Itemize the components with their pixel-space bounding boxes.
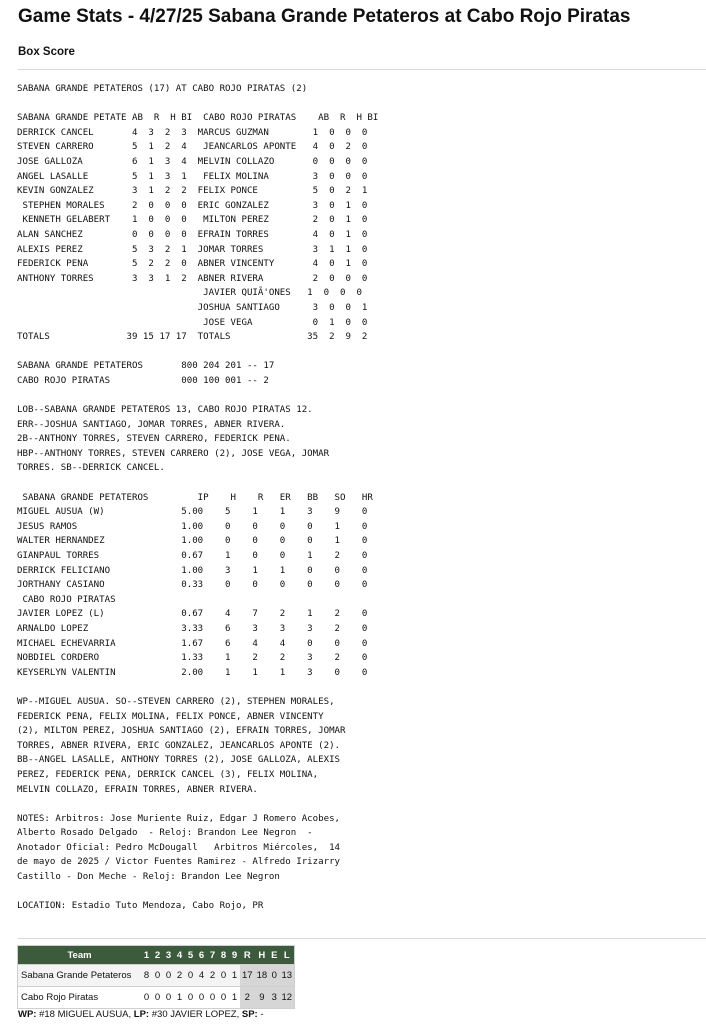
inning-cell: 0 [207,987,218,1009]
page-title: Game Stats - 4/27/25 Sabana Grande Petateros at Cabo Rojo Piratas [18,6,631,27]
lp-value: #30 JAVIER LOPEZ, [151,1009,240,1020]
column-header-6: 6 [196,946,207,965]
team-name-cell: Cabo Rojo Piratas [18,987,142,1009]
total-cell: 3 [269,987,279,1009]
total-cell: 12 [280,987,295,1009]
inning-cell: 1 [174,987,185,1009]
total-cell: 0 [269,965,279,987]
column-header-1: 1 [141,946,152,965]
inning-cell: 0 [152,965,163,987]
line-score-header-row [18,946,295,965]
column-header-3: 3 [163,946,174,965]
column-header-7: 7 [207,946,218,965]
inning-cell: 0 [218,987,229,1009]
inning-cell: 0 [185,965,196,987]
wp-label: WP: [18,1009,37,1020]
team-name-cell: Sabana Grande Petateros [18,965,142,987]
line-score-table [17,945,295,1009]
inning-cell: 0 [163,965,174,987]
divider-top [18,69,706,70]
inning-cell: 4 [196,965,207,987]
inning-cell: 0 [218,965,229,987]
inning-cell: 8 [141,965,152,987]
total-cell: 18 [255,965,270,987]
column-header-h: H [255,946,270,965]
wp-value: #18 MIGUEL AUSUA, [39,1009,132,1020]
total-cell: 13 [280,965,295,987]
inning-cell: 2 [207,965,218,987]
column-header-team: Team [18,946,142,965]
total-cell: 17 [240,965,255,987]
inning-cell: 0 [196,987,207,1009]
sp-label: SP: [241,1009,258,1020]
lp-label: LP: [133,1009,150,1020]
inning-cell: 0 [163,987,174,1009]
pitchers-footer [18,1009,264,1020]
column-header-8: 8 [218,946,229,965]
inning-cell: 0 [185,987,196,1009]
inning-cell: 0 [152,987,163,1009]
divider-bottom [18,938,706,939]
section-subtitle: Box Score [18,46,75,58]
line-score-row [18,987,295,1009]
box-score-text: SABANA GRANDE PETATEROS (17) AT CABO ROJO PIRATAS (2) SABANA GRANDE PETATE AB R H BI CABO ROJO PIRATAS AB R H BI DERRICK CANCEL 4 3 2 3 MARCUS GUZMAN 1 0 0 0 STEVEN CARRERO 5 1 2 4 JEANCARLOS APONTE 4 0 2 0 JOSE GALLOZA 6 1 3 4 MELVIN COLLAZO 0 0 0 0 ANGEL LASALLE 5 1 3 1 FELIX MOLINA 3 0 0 0 KEVIN GONZALEZ 3 1 2 2 FELIX PONCE 5 0 2 1 STEPHEN MORALES 2 0 0 0 ERIC GONZALEZ 3 0 1 0 KENNETH GELABERT 1 0 0 0 MILTON PEREZ 2 0 1 0 ALAN SANCHEZ 0 0 0 0 EFRAIN TORRES 4 0 1 0 ALEXIS PEREZ 5 3 2 1 JOMAR TORRES 3 1 1 0 FEDERICK PENA 5 2 2 0 ABNER VINCENTY 4 0 1 0 ANTHONY TORRES 3 3 1 2 ABNER RIVERA 2 0 0 0 JAVIER QUIÃ'ONES 1 0 0 0 JOSHUA SANTIAGO 3 0 0 1 JOSE VEGA 0 1 0 0 TOTALS 39 15 17 17 TOTALS 35 2 9 2 SABANA GRANDE PETATEROS 800 204 201 -- 17 CABO ROJO PIRATAS 000 100 001 -- 2 LOB--SABANA GRANDE PETATEROS 13, CABO ROJO PIRATAS 12. ERR--JOSHUA SANTIAGO, JOMAR TORRES, ABNER RIVERA. 2B--ANTHONY TORRES, STEVEN CARRERO, FEDERICK PENA. HBP--ANTHONY TORRES, STEVEN CARRERO (2), JOSE VEGA, JOMAR TORRES. SB--DERRICK CANCEL. SABANA GRANDE PETATEROS IP H R ER BB SO HR MIGUEL AUSUA (W) 5.00 5 1 1 3 9 0 JESUS RAMOS 1.00 0 0 0 0 1 0 WALTER HERNANDEZ 1.00 0 0 0 0 1 0 GIANPAUL TORRES 0.67 1 0 0 1 2 0 DERRICK FELICIANO 1.00 3 1 1 0 0 0 JORTHANY CASIANO 0.33 0 0 0 0 0 0 CABO ROJO PIRATAS JAVIER LOPEZ (L) 0.67 4 7 2 1 2 0 ARNALDO LOPEZ 3.33 6 3 3 3 2 0 MICHAEL ECHEVARRIA 1.67 6 4 4 0 0 0 NOBDIEL CORDERO 1.33 1 2 2 3 2 0 KEYSERLYN VALENTIN 2.00 1 1 1 3 0 0 WP--MIGUEL AUSUA. SO--STEVEN CARRERO (2), STEPHEN MORALES, FEDERICK PENA, FELIX MOLINA, FELIX PONCE, ABNER VINCENTY (2), MILTON PEREZ, JOSHUA SANTIAGO (2), EFRAIN TORRES, JOMAR TORRES, ABNER RIVERA, ERIC GONZALEZ, JEANCARLOS APONTE (2). BB--ANGEL LASALLE, ANTHONY TORRES (2), JOSE GALLOZA, ALEXIS PEREZ, FEDERICK PENA, DERRICK CANCEL (3), FELIX MOLINA, MELVIN COLLAZO, EFRAIN TORRES, ABNER RIVERA. NOTES: Arbitros: Jose Muriente Ruiz, Edgar J Romero Acobes, Alberto Rosado Delgado - Reloj: Brandon Lee Negron - Anotador Oficial: Pedro McDougall Arbitros Miércoles, 14 de mayo de 2025 / Victor Fuentes Ramirez - Alfredo Irizarry Castillo - Don Meche - Reloj: Brandon Lee Negron LOCATION: Estadio Tuto Mendoza, Cabo Rojo, PR [17,84,379,912]
inning-cell: 2 [174,965,185,987]
total-cell: 2 [240,987,255,1009]
inning-cell: 1 [229,965,240,987]
line-score-row [18,965,295,987]
column-header-5: 5 [185,946,196,965]
column-header-e: E [269,946,279,965]
sp-value: - [260,1009,264,1020]
total-cell: 9 [255,987,270,1009]
column-header-4: 4 [174,946,185,965]
column-header-2: 2 [152,946,163,965]
column-header-9: 9 [229,946,240,965]
column-header-r: R [240,946,255,965]
inning-cell: 0 [141,987,152,1009]
column-header-l: L [280,946,295,965]
inning-cell: 1 [229,987,240,1009]
